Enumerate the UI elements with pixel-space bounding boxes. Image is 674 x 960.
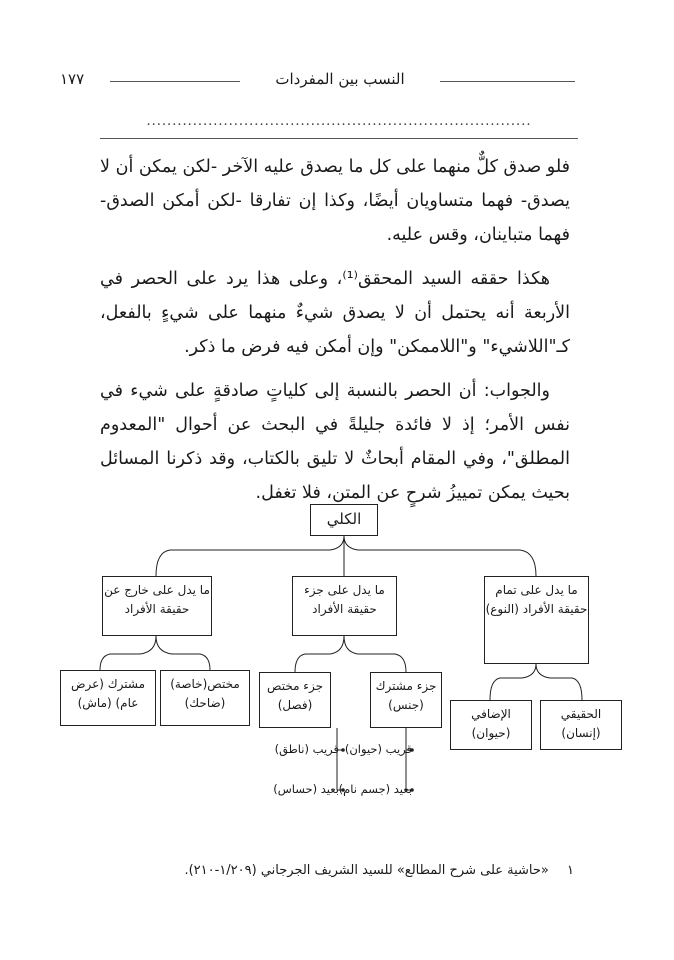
diagram-node-label: جزء مشترك (جنس) [375,679,437,712]
diagram-node-part-reality [292,576,397,636]
diagram-node-common-part [370,672,442,728]
paragraph-1: فلو صدق كلٌّ منهما على كل ما يصدق عليه الآخر -لكن يمكن أن لا يصدق- فهما متساويان أيضًا، وكذا إن تفارقا -لكن أمكن الصدق- فهما متباينان، وقس عليه. [100,157,570,245]
paragraph-3: والجواب: أن الحصر بالنسبة إلى كلياتٍ صادقةٍ على شيء في نفس الأمر؛ إذ لا فائدة جليلةً في البحث عن أحوال "المعدوم المطلق"، وفي المقام أبحاثٌ لا تليق بالكتاب، وقد ذكرنا المسائل بحيث يمكن تمييزُ شرحٍ عن المتن، فلا تغفل. [100,381,570,503]
diagram-node-label: ما يدل على تمام حقيقة الأفراد (النوع) [485,583,588,616]
diagram-leaf-near-differentia: قريب (ناطق) [274,742,339,756]
diagram-root-box [310,504,378,536]
separator-dots: ........................................................................... [146,114,532,129]
diagram-node-label: ما يدل على خارج عن حقيقة الأفراد [104,583,210,616]
footnote-number: ١ [567,863,574,878]
diagram-node-label: جزء مختص (فصل) [267,679,323,712]
diagram-node-relative [450,700,532,750]
diagram-root-label: الكلي [326,510,362,528]
diagram-leaf-near-genus: قريب (حيوان) [344,742,412,756]
diagram-node-whole-reality [484,576,589,664]
diagram-node-real [540,700,622,750]
diagram-node-label: ما يدل على جزء حقيقة الأفراد [304,583,385,616]
diagram-node-specific-property [160,670,250,726]
paragraph-2: هكذا حققه السيد المحقق⁽¹⁾، وعلى هذا يرد على الحصر في الأربعة أنه يحتمل أن لا يصدق شيءٌ منهما على شيءٍ بالفعل، كـ"اللاشيء" و"اللاممكن" وإن أمكن فيه فرض ما ذكر. [100,269,570,357]
running-header-title: النسب بين المفردات [275,70,405,88]
diagram-node-general-accident [60,670,156,726]
diagram-node-label: الحقيقي (إنسان) [560,707,602,740]
footnote [94,863,574,878]
diagram-node-external-reality [102,576,212,636]
page-number: ١٧٧ [60,70,85,88]
footnote-text: «حاشية على شرح المطالع» للسيد الشريف الجرجاني (١/٢٠٩-٢١٠). [184,863,549,878]
diagram-node-label: مختص(خاصة) (ضاحك) [170,677,240,710]
diagram-leaf-far-differentia: بعيد (حساس) [273,782,339,796]
diagram-node-specific-part [259,672,331,728]
diagram-leaf-far-genus: بعيد (جسم نام) [338,782,412,796]
diagram-node-label: الإضافي (حيوان) [471,707,511,740]
diagram-node-label: مشترك (عرض عام) (ماش) [70,677,146,710]
